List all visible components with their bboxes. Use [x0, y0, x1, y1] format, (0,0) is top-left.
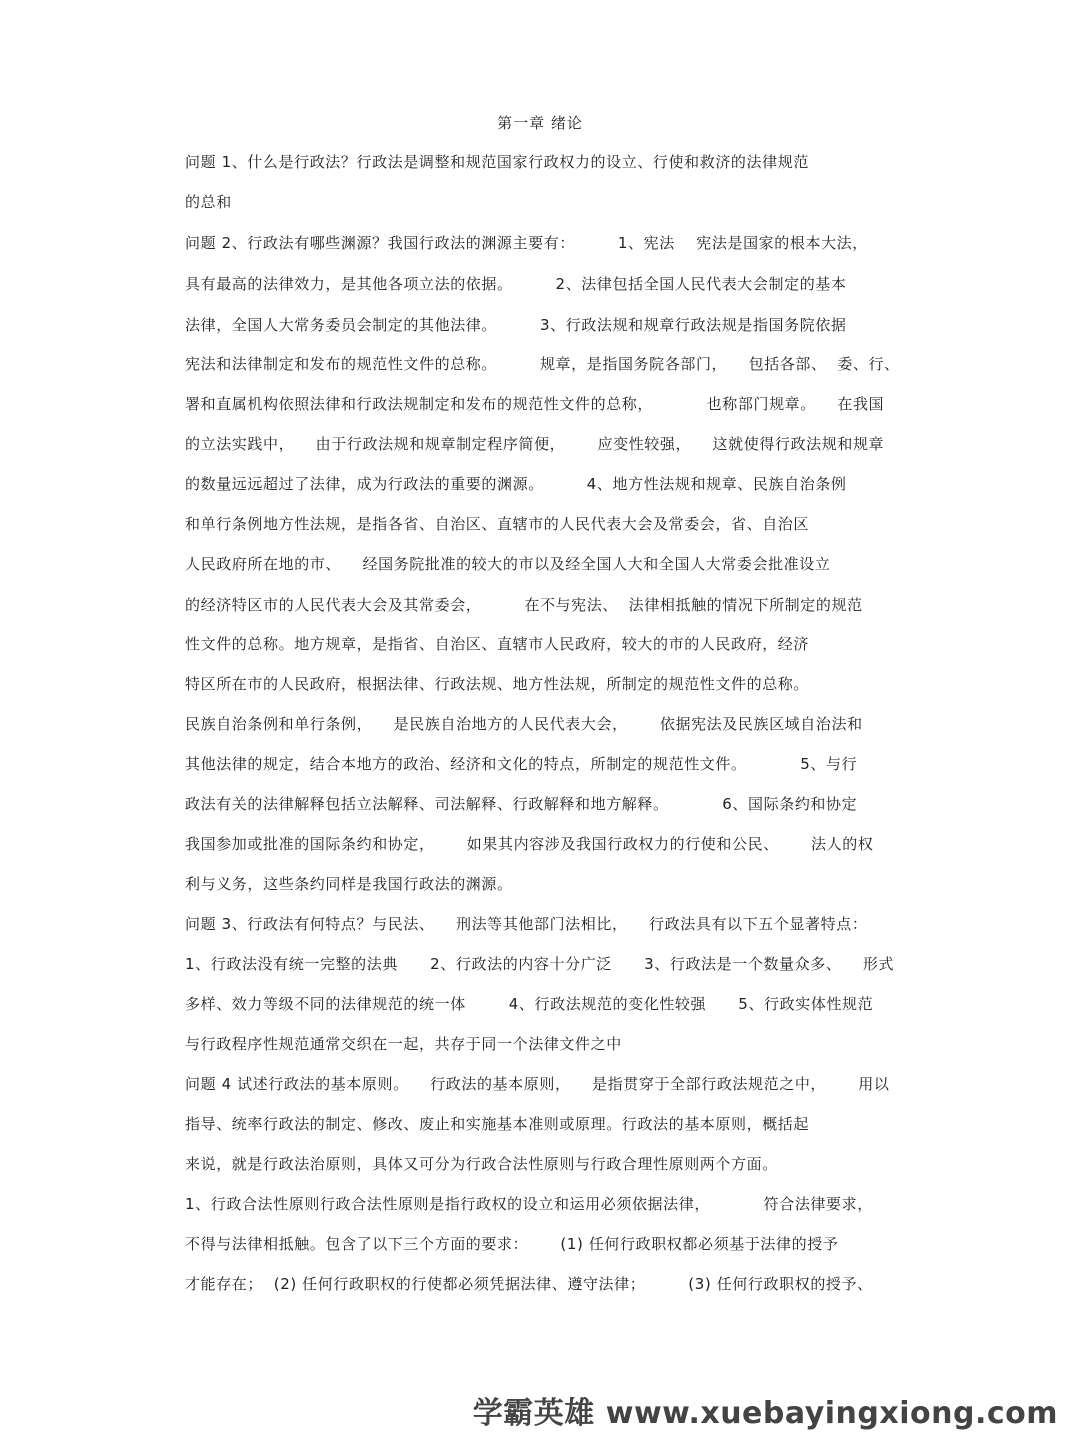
text-line: 法律，全国人大常务委员会制定的其他法律。 3、行政法规和规章行政法规是指国务院依据	[185, 316, 847, 334]
text-line: 问题 2、行政法有哪些渊源？我国行政法的渊源主要有： 1、宪法 宪法是国家的根本大法，	[185, 234, 868, 252]
text-line: 民族自治条例和单行条例， 是民族自治地方的人民代表大会， 依据宪法及民族区域自治法和	[185, 715, 863, 733]
text-line: 问题 1、什么是行政法？行政法是调整和规范国家行政权力的设立、行使和救济的法律规范	[185, 153, 809, 171]
text-line: 多样、效力等级不同的法律规范的统一体 4、行政法规范的变化性较强 5、行政实体性规范	[185, 995, 874, 1013]
text-line: 1、行政合法性原则行政合法性原则是指行政权的设立和运用必须依据法律， 符合法律要求，	[185, 1195, 873, 1213]
text-line: 问题 4 试述行政法的基本原则。 行政法的基本原则， 是指贯穿于全部行政法规范之中， 用以	[185, 1075, 890, 1093]
text-line: 问题 3、行政法有何特点？与民法、 刑法等其他部门法相比， 行政法具有以下五个显著特点：	[185, 915, 868, 933]
text-line: 1、行政法没有统一完整的法典 2、行政法的内容十分广泛 3、行政法是一个数量众多、 形式	[185, 955, 895, 973]
text-line: 利与义务，这些条约同样是我国行政法的渊源。	[185, 875, 513, 893]
text-line: 政法有关的法律解释包括立法解释、司法解释、行政解释和地方解释。 6、国际条约和协定	[185, 795, 858, 813]
text-line: 的总和	[185, 193, 232, 211]
text-line: 不得与法律相抵触。包含了以下三个方面的要求： (1) 任何行政职权都必须基于法律的授予	[185, 1235, 839, 1253]
chapter-title: 第一章 绪论	[497, 114, 583, 132]
text-line: 的数量远远超过了法律，成为行政法的重要的渊源。 4、地方性法规和规章、民族自治条例	[185, 475, 847, 493]
text-line: 其他法律的规定，结合本地方的政治、经济和文化的特点，所制定的规范性文件。 5、与行	[185, 755, 858, 773]
text-line: 的立法实践中， 由于行政法规和规章制定程序简便， 应变性较强， 这就使得行政法规和规章	[185, 435, 885, 453]
text-line: 指导、统率行政法的制定、修改、废止和实施基本准则或原理。行政法的基本原则，概括起	[185, 1115, 810, 1133]
text-line: 来说，就是行政法治原则，具体又可分为行政合法性原则与行政合理性原则两个方面。	[185, 1155, 778, 1173]
text-line: 的经济特区市的人民代表大会及其常委会， 在不与宪法、 法律相抵触的情况下所制定的规范	[185, 596, 863, 614]
text-line: 性文件的总称。地方规章，是指省、自治区、直辖市人民政府，较大的市的人民政府，经济	[185, 635, 810, 653]
text-line: 才能存在； (2) 任何行政职权的行使都必须凭据法律、遵守法律； (3) 任何行政职权的授予、	[185, 1275, 873, 1293]
text-line: 与行政程序性规范通常交织在一起，共存于同一个法律文件之中	[185, 1035, 622, 1053]
text-line: 宪法和法律制定和发布的规范性文件的总称。 规章，是指国务院各部门， 包括各部、 委、行、	[185, 355, 900, 373]
text-line: 署和直属机构依照法律和行政法规制定和发布的规范性文件的总称， 也称部门规章。 在我国	[185, 395, 885, 413]
text-line: 特区所在市的人民政府，根据法律、行政法规、地方性法规，所制定的规范性文件的总称。	[185, 675, 810, 693]
text-line: 我国参加或批准的国际条约和协定， 如果其内容涉及我国行政权力的行使和公民、 法人的权	[185, 835, 874, 853]
text-line: 人民政府所在地的市、 经国务院批准的较大的市以及经全国人大和全国人大常委会批准设立	[185, 555, 831, 573]
text-line: 具有最高的法律效力，是其他各项立法的依据。 2、法律包括全国人民代表大会制定的基本	[185, 275, 847, 293]
text-line: 和单行条例地方性法规，是指各省、自治区、直辖市的人民代表大会及常委会，省、自治区	[185, 515, 810, 533]
site-watermark: 学霸英雄 www.xuebayingxiong.com	[472, 1396, 1058, 1431]
